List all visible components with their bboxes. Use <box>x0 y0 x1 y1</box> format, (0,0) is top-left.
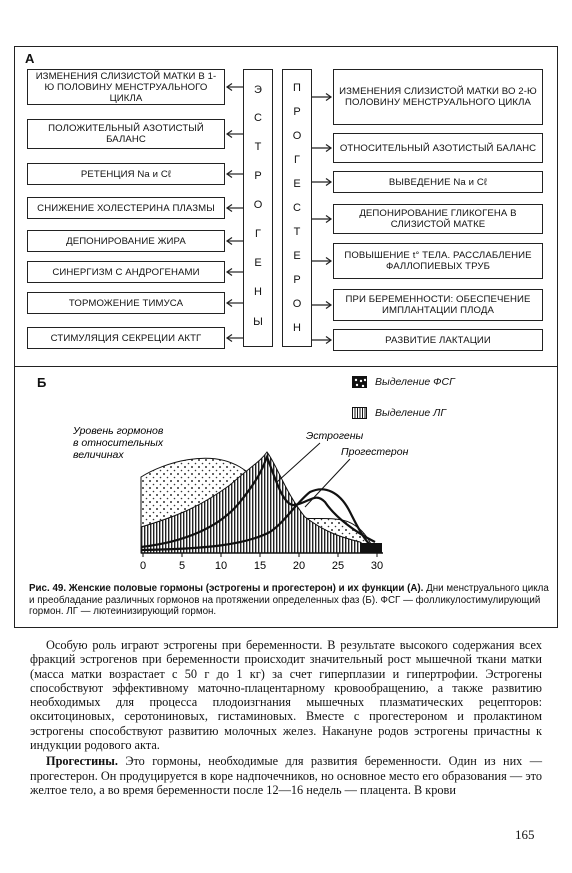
fsh-legend-label: Выделение ФСГ <box>375 376 455 388</box>
caption-bold: Рис. 49. Женские половые гормоны (эстрогены и прогестерон) и их функции (А). <box>29 583 424 594</box>
x-tick-label: 5 <box>178 560 186 572</box>
right-box-4: ДЕПОНИРОВАНИЕ ГЛИКОГЕНА В СЛИЗИСТОЙ МАТКЕ <box>333 204 543 234</box>
left-box-3: РЕТЕНЦИЯ Na и Cℓ <box>27 163 225 185</box>
paragraph-1: Особую роль играют эстрогены при беременности. В результате высокого содержания всех фракций эстрогенов при беременности происходит значительный рост мышечной ткани матки (масса матки возрастает с 50 г до 1 кг) за счет гиперплазии и гипертрофии. Эстрогены способствуют эффективному маточно-плацентарному кровообращению, а также развитию необходимых для процесса плодоизгнания мышечных плазматических рецепторов: окситоциновых, серотониновых, гистаминовых. Вместе с прогестероном и пролактином эстрогены способствуют развитию молочных желез. Накануне родов эстрогены причастны к индукции родового акта. <box>30 638 542 753</box>
section-b-label: Б <box>37 375 47 390</box>
estrogens-pointer <box>277 443 320 482</box>
progesterone-label: Прогестерон <box>341 446 409 458</box>
x-tick-label: 15 <box>253 560 267 572</box>
section-a-label: А <box>25 51 35 66</box>
figure-caption <box>29 583 549 618</box>
body-text <box>30 638 542 797</box>
right-box-6: ПРИ БЕРЕМЕННОСТИ: ОБЕСПЕЧЕНИЕ ИМПЛАНТАЦИИ ПЛОДА <box>333 289 543 321</box>
x-tick-label: 10 <box>214 560 228 572</box>
right-box-1: ИЗМЕНЕНИЯ СЛИЗИСТОЙ МАТКИ ВО 2-Ю ПОЛОВИНУ МЕНСТРУАЛЬНОГО ЦИКЛА <box>333 69 543 125</box>
right-box-3: ВЫВЕДЕНИЕ Na и Cℓ <box>333 171 543 193</box>
page-number: 165 <box>515 827 535 842</box>
paragraph-2 <box>30 754 542 797</box>
x-tick-label: 25 <box>331 560 345 572</box>
left-box-5: ДЕПОНИРОВАНИЕ ЖИРА <box>27 230 225 252</box>
lh-legend-label: Выделение ЛГ <box>375 407 447 419</box>
left-box-4: СНИЖЕНИЕ ХОЛЕСТЕРИНА ПЛАЗМЫ <box>27 197 225 219</box>
right-box-7: РАЗВИТИЕ ЛАКТАЦИИ <box>333 329 543 351</box>
y-axis-label-3: величинах <box>73 449 124 461</box>
progesterone-column: П Р О Г Е С Т Е Р О Н <box>282 69 312 347</box>
hormone-chart <box>15 367 559 577</box>
x-tick-label: 30 <box>370 560 384 572</box>
y-axis-label-2: в относительных <box>73 437 164 449</box>
left-box-6: СИНЕРГИЗМ С АНДРОГЕНАМИ <box>27 261 225 283</box>
left-box-8: СТИМУЛЯЦИЯ СЕКРЕЦИИ АКТГ <box>27 327 225 349</box>
figure-49 <box>14 46 558 628</box>
paragraph-2-rest: Это гормоны, необходимые для развития беременности. Один из них — прогестерон. Он продуцируется в коре надпочечников, но основное место его образования — это желтое тело, а во время беременности после 12—16 недель — плацента. В крови <box>30 754 542 797</box>
right-box-2: ОТНОСИТЕЛЬНЫЙ АЗОТИСТЫЙ БАЛАНС <box>333 133 543 163</box>
caption-rest: Дни менструального цикла и преобладание различных гормонов на протяжении определенных фаз (Б). ФСГ — фолликулостимулирующий гормон. ЛГ — лютеинизирующий гормон. <box>29 583 549 617</box>
paragraph-2-term: Прогестины. <box>46 754 118 769</box>
x-tick-label: 20 <box>292 560 306 572</box>
right-box-5: ПОВЫШЕНИЕ t° ТЕЛА. РАССЛАБЛЕНИЕ ФАЛЛОПИЕВЫХ ТРУБ <box>333 243 543 279</box>
y-axis-label-1: Уровень гормонов <box>73 425 164 437</box>
left-box-2: ПОЛОЖИТЕЛЬНЫЙ АЗОТИСТЫЙ БАЛАНС <box>27 119 225 149</box>
estrogens-label: Эстрогены <box>306 430 364 442</box>
x-tick-label: 0 <box>139 560 147 572</box>
left-box-7: ТОРМОЖЕНИЕ ТИМУСА <box>27 292 225 314</box>
left-box-1: ИЗМЕНЕНИЯ СЛИЗИСТОЙ МАТКИ В 1-Ю ПОЛОВИНУ МЕНСТРУАЛЬНОГО ЦИКЛА <box>27 69 225 105</box>
estrogen-column: Э С Т Р О Г Е Н Ы <box>243 69 273 347</box>
